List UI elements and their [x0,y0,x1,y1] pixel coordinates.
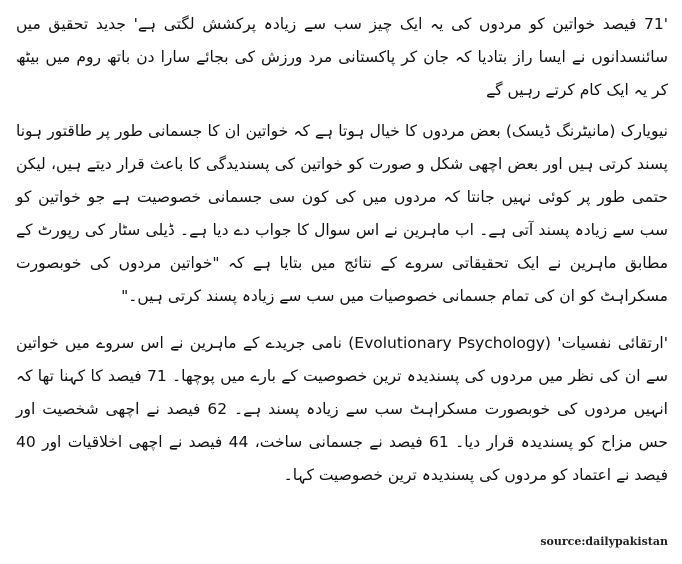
article [16,6,668,558]
body-paragraph-1: نیویارک (مانیٹرنگ ڈیسک) بعض مردوں کا خیال ہوتا ہے کہ خواتین ان کا جسمانی طور پر طاقتور ہونا پسند کرتی ہیں اور بعض اچھی شکل و صورت کو خواتین کی پسندیدگی کا باعث قرار دیتے ہیں، لیکن حتمی طور پر کوئی نہیں جانتا کہ مردوں میں کی کون سی جسمانی خصوصیت ہے جو خواتین کو سب سے زیادہ پسند آتی ہے۔ اب ماہرین نے اس سوال کا جواب دے دیا ہے۔ ڈیلی سٹار کی رپورٹ کے مطابق ماہرین نے ایک تحقیقاتی سروے کے نتائج میں بتایا ہے کہ "خواتین مردوں کی خوبصورت مسکراہٹ کو ان کی تمام جسمانی خصوصیات میں سب سے زیادہ پسند کرتی ہیں۔" [16,122,668,305]
source-credit: source:dailypakistan [540,535,668,548]
headline-paragraph: '71 فیصد خواتین کو مردوں کی یہ ایک چیز سب سے زیادہ پرکشش لگتی ہے' جدید تحقیق میں سائنسدانوں نے ایسا راز بتادیا کہ جان کر پاکستانی مرد ورزش کی بجائے سارا دن باتھ روم میں بیٹھ کر یہ ایک کام کرتے رہیں گے [16,15,668,99]
body-paragraph-2: 'ارتقائی نفسیات' (Evolutionary Psychology) نامی جریدے کے ماہرین نے اس سروے میں خواتین سے ان کی نظر میں مردوں کی پسندیدہ ترین خصوصیت کے بارے میں پوچھا۔ 71 فیصد کا کہنا تھا کہ انہیں مردوں کی خوبصورت مسکراہٹ سب سے زیادہ پسند ہے۔ 62 فیصد نے اچھی شخصیت اور حس مزاح کو پسندیدہ قرار دیا۔ 61 فیصد نے جسمانی ساخت، 44 فیصد نے اچھی اخلاقیات اور 40 فیصد نے اعتماد کو مردوں کی پسندیدہ ترین خصوصیت کہا۔ [16,334,669,484]
